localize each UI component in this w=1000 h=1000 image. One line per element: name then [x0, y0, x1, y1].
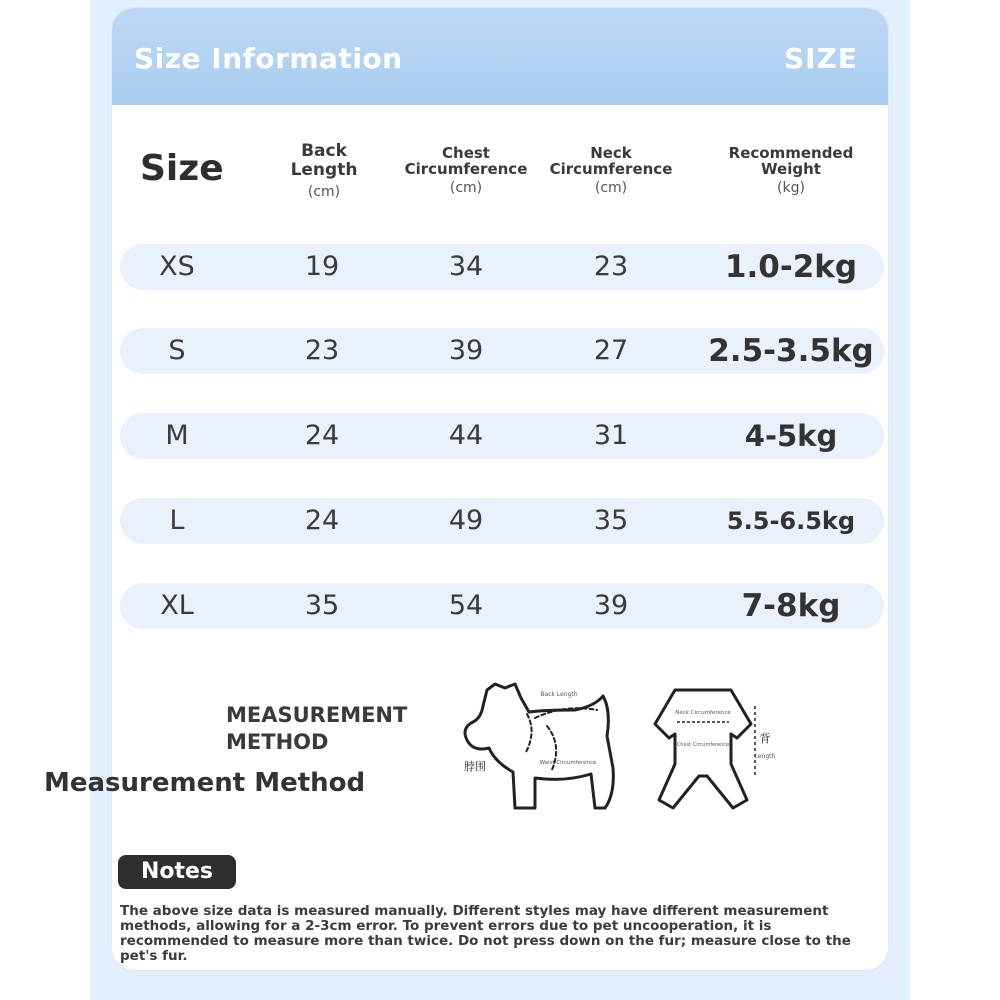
back-length-cell: 35 [304, 590, 340, 621]
neck-header-line1: Neck [590, 144, 632, 162]
back-length-cell: 24 [304, 420, 340, 451]
back-length-header-line2: Length [290, 160, 358, 180]
chest-cell: 39 [448, 335, 484, 366]
measurement-title-line2: METHOD [226, 730, 329, 754]
measurement-method-title [226, 702, 407, 756]
back-zh-caption: 背 [759, 732, 771, 745]
size-cell: S [168, 335, 186, 366]
weight-header-line2: Weight [761, 160, 821, 178]
neck-zh-caption: 脖围 [464, 760, 486, 773]
header-title: Size Information [134, 42, 403, 75]
size-cell: L [169, 505, 185, 536]
chest-cell: 54 [448, 590, 484, 621]
neck-measure-line [525, 714, 532, 754]
neck-header [541, 145, 681, 196]
measurement-title-line1: MEASUREMENT [226, 703, 408, 727]
table-row [120, 328, 884, 374]
size-column-header: Size [140, 148, 224, 189]
chest-header-line2: Circumference [404, 160, 528, 178]
weight-cell: 1.0-2kg [724, 249, 858, 285]
back-length-header [284, 142, 364, 202]
weight-header [711, 145, 871, 196]
garment-front-diagram [655, 690, 755, 808]
table-row [120, 498, 884, 544]
neck-cell: 35 [593, 505, 629, 536]
measurement-method-label: Measurement Method [44, 768, 366, 798]
neck-cell: 23 [593, 251, 629, 282]
chest-cell: 44 [448, 420, 484, 451]
neck-circ-caption: Neck Circumference [675, 710, 731, 716]
back-length-unit: (cm) [307, 184, 341, 200]
header-size-badge: SIZE [783, 42, 858, 75]
weight-unit: (kg) [777, 180, 805, 196]
measurement-diagram [455, 676, 795, 821]
back-length-cell: 23 [304, 335, 340, 366]
chest-cell: 34 [448, 251, 484, 282]
back-length-cell: 19 [304, 251, 340, 282]
neck-cell: 39 [593, 590, 629, 621]
neck-unit: (cm) [594, 180, 628, 196]
dog-side-diagram [465, 684, 613, 808]
chest-unit: (cm) [449, 180, 483, 196]
table-row [120, 244, 884, 290]
size-cell: XS [159, 251, 195, 282]
size-cell: XL [160, 590, 194, 621]
chest-header-line1: Chest [442, 144, 490, 162]
neck-header-line2: Circumference [549, 160, 673, 178]
dog-outline [465, 684, 613, 808]
back-length-cell: 24 [304, 505, 340, 536]
notes-badge: Notes [118, 855, 236, 889]
header-banner [112, 8, 888, 105]
weight-cell: 2.5-3.5kg [708, 333, 874, 369]
chest-cell: 49 [448, 505, 484, 536]
weight-header-line1: Recommended [728, 144, 854, 162]
chest-circ-caption: Chest Circumference [676, 742, 730, 748]
back-length-caption: Back Length [540, 691, 578, 698]
weight-cell: 7-8kg [741, 588, 841, 624]
length-caption: Length [754, 753, 776, 760]
chest-header [396, 145, 536, 196]
neck-cell: 31 [593, 420, 629, 451]
back-length-header-line1: Back [301, 141, 347, 161]
neck-cell: 27 [593, 335, 629, 366]
garment-outline [655, 690, 751, 808]
weight-cell: 4-5kg [744, 419, 838, 453]
table-row [120, 413, 884, 459]
waist-caption: Waist Circumference [539, 760, 597, 766]
table-row [120, 583, 884, 629]
notes-text: The above size data is measured manually. Different styles may have different measurement methods, allowing for a 2-3cm error. To prevent errors due to pet uncooperation, it is recommended to measure more than twice. Do not press down on the fur; measure close to the pet's fur. [120, 903, 851, 964]
size-cell: M [165, 420, 189, 451]
weight-cell: 5.5-6.5kg [726, 507, 856, 535]
